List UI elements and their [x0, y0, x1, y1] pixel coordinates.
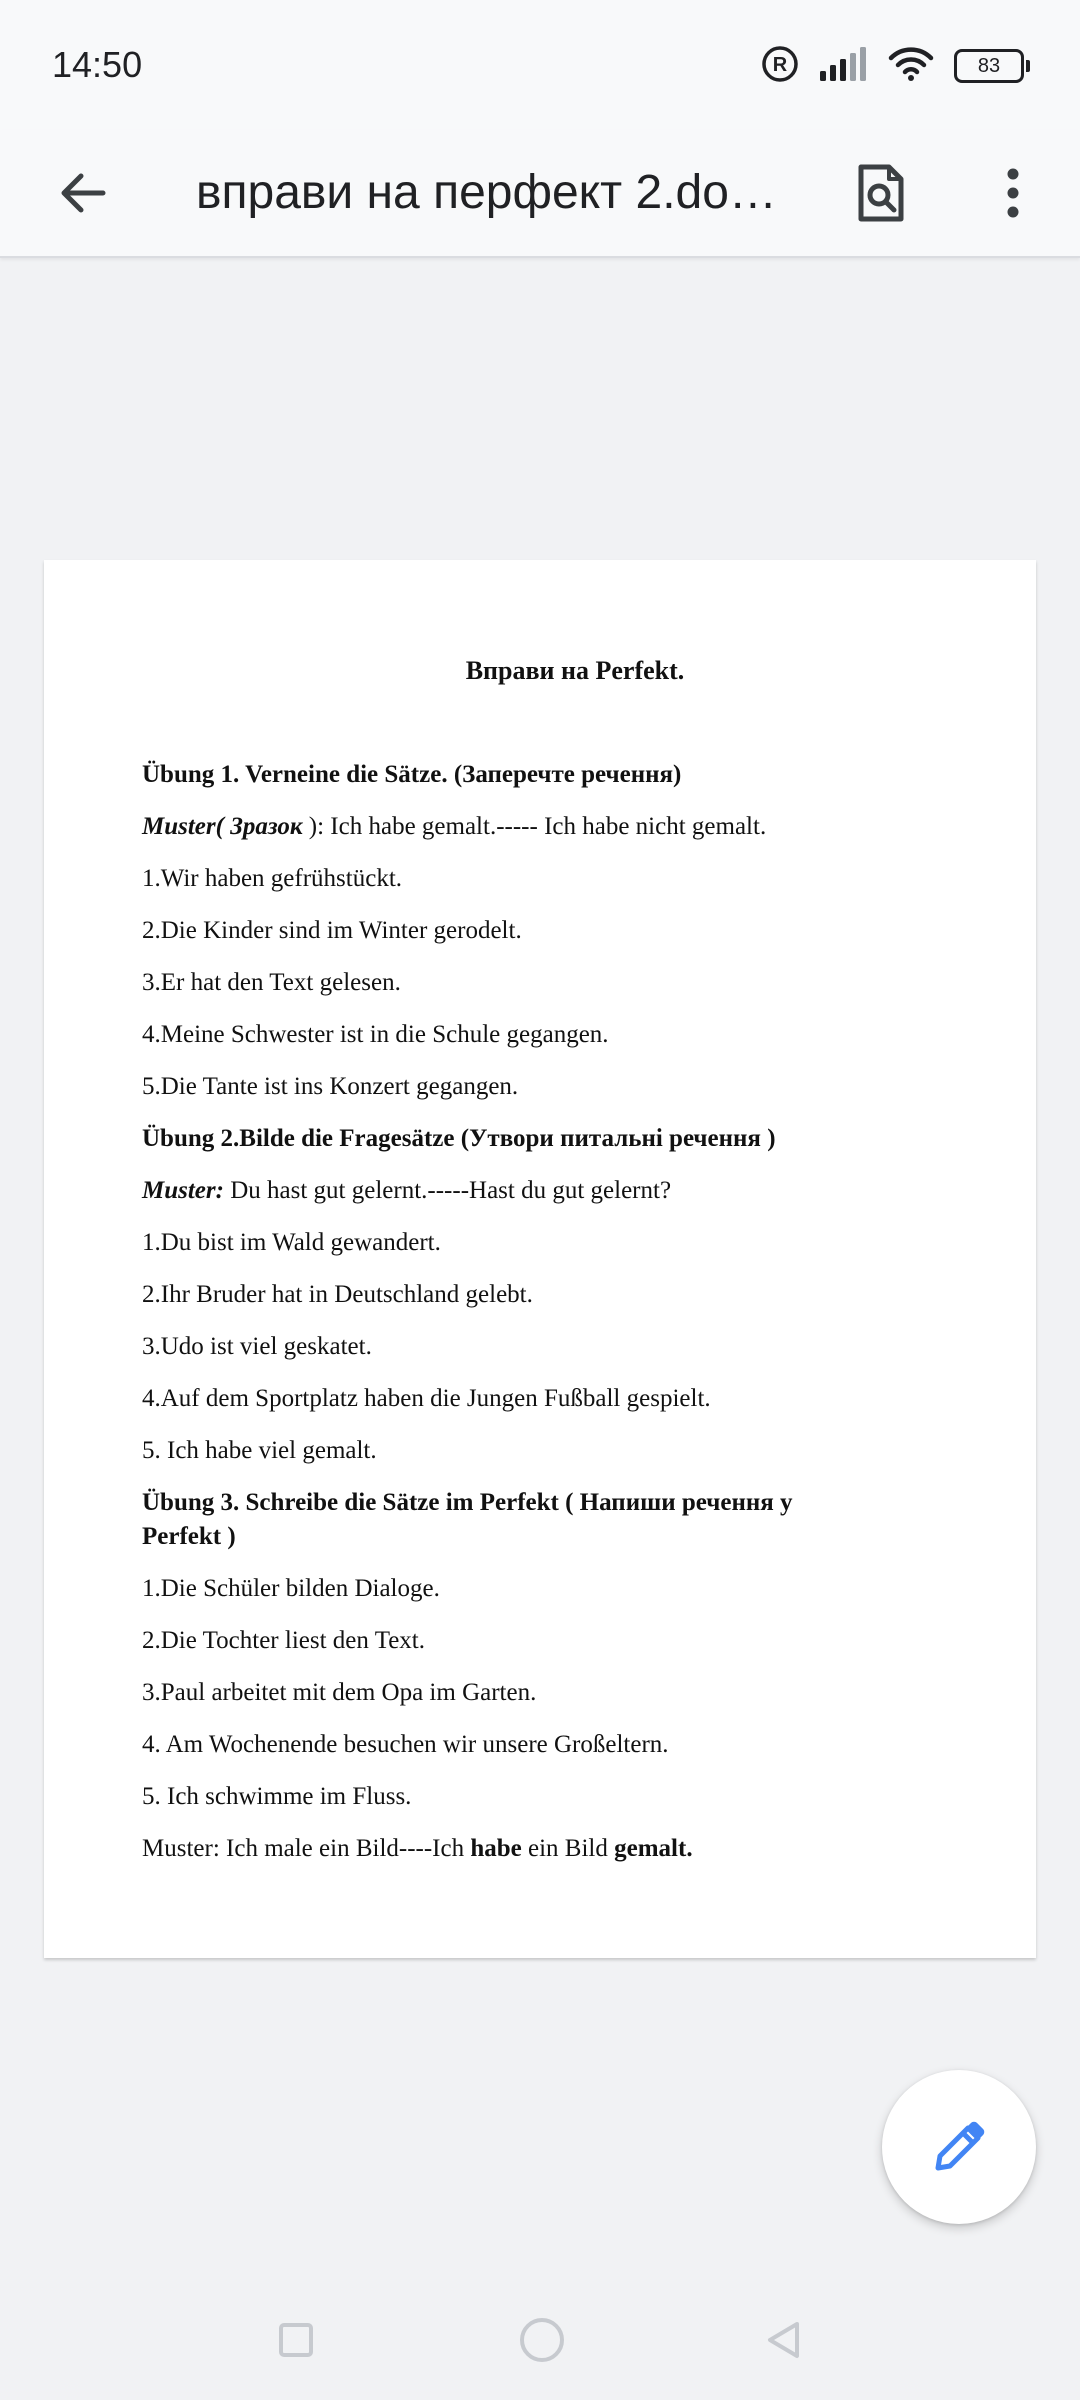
exercise-1-item: 5.Die Tante ist ins Konzert gegangen.: [142, 1073, 519, 1100]
muster-bold: gemalt.: [614, 1835, 693, 1862]
exercise-1-item: 3.Er hat den Text gelesen.: [142, 969, 401, 996]
registered-icon: [760, 44, 800, 89]
recents-button[interactable]: [258, 2302, 334, 2378]
exercise-2-item: 5. Ich habe viel gemalt.: [142, 1437, 377, 1464]
muster-text: ein Bild: [521, 1835, 615, 1862]
exercise-1-item: 4.Meine Schwester ist in die Schule gegangen.: [142, 1021, 609, 1048]
home-circle-icon: [517, 2315, 567, 2365]
exercise-2-muster: [142, 1174, 932, 1208]
exercise-3-item: 5. Ich schwimme im Fluss.: [142, 1783, 412, 1810]
exercise-1-item: 2.Die Kinder sind im Winter gerodelt.: [142, 917, 522, 944]
exercise-1-item: 1.Wir haben gefrühstückt.: [142, 865, 403, 892]
status-time: 14:50: [52, 44, 143, 85]
muster-bold: habe: [470, 1835, 522, 1862]
exercise-1-muster: [142, 810, 932, 844]
system-nav-bar: [0, 2280, 1080, 2400]
exercise-3-item: 1.Die Schüler bilden Dialoge.: [142, 1575, 440, 1602]
muster-label: Muster( Зразок: [142, 813, 309, 840]
battery-icon: 83: [954, 49, 1024, 83]
exercise-2-heading: Übung 2.Bilde die Fragesätze (Утвори питальні речення ): [142, 1125, 776, 1152]
exercise-3-heading: Übung 3. Schreibe die Sätze im Perfekt ( Напиши речення у Perfekt ): [142, 1489, 793, 1550]
back-triangle-icon: [764, 2320, 804, 2360]
recents-square-icon: [278, 2322, 314, 2358]
back-button[interactable]: [44, 154, 122, 232]
exercise-1-heading: Übung 1. Verneine die Sätze. (Заперечте речення): [142, 761, 682, 788]
status-bar: [0, 0, 1080, 130]
wifi-icon: [888, 46, 934, 87]
exercise-3-item: 2.Die Tochter liest den Text.: [142, 1627, 426, 1654]
exercise-2-item: 4.Auf dem Sportplatz haben die Jungen Fußball gespielt.: [142, 1385, 711, 1412]
muster-label: Muster:: [142, 1177, 224, 1204]
muster-text: Muster: Ich male ein Bild----Ich: [142, 1835, 471, 1862]
signal-icon: [820, 47, 868, 86]
doc-heading: Вправи на Perfekt.: [465, 656, 685, 685]
exercise-3-item: 4. Am Wochenende besuchen wir unsere Großeltern.: [142, 1731, 669, 1758]
more-options-button[interactable]: [974, 154, 1052, 232]
muster-text: ): Ich habe gemalt.----- Ich habe nicht gemalt.: [308, 813, 767, 840]
back-arrow-icon: [57, 167, 109, 219]
app-bar: [0, 130, 1080, 258]
nav-back-button[interactable]: [746, 2302, 822, 2378]
exercise-3-item: 3.Paul arbeitet mit dem Opa im Garten.: [142, 1679, 537, 1706]
exercise-3-muster: [142, 1832, 932, 1866]
status-icons: [760, 44, 1024, 88]
svg-text:R: R: [772, 53, 788, 76]
document-title: вправи на перфект 2.do…: [196, 166, 777, 219]
find-in-document-button[interactable]: [842, 154, 920, 232]
exercise-2-item: 2.Ihr Bruder hat in Deutschland gelebt.: [142, 1281, 533, 1308]
muster-text: Du hast gut gelernt.-----Hast du gut gelernt?: [223, 1177, 672, 1204]
edit-pencil-icon: [930, 2118, 988, 2176]
edit-button[interactable]: [882, 2070, 1036, 2224]
exercise-2-item: 3.Udo ist viel geskatet.: [142, 1333, 372, 1360]
exercise-2-item: 1.Du bist im Wald gewandert.: [142, 1229, 441, 1256]
find-in-document-icon: [855, 163, 907, 223]
home-button[interactable]: [504, 2302, 580, 2378]
more-vert-icon: [1003, 167, 1023, 219]
